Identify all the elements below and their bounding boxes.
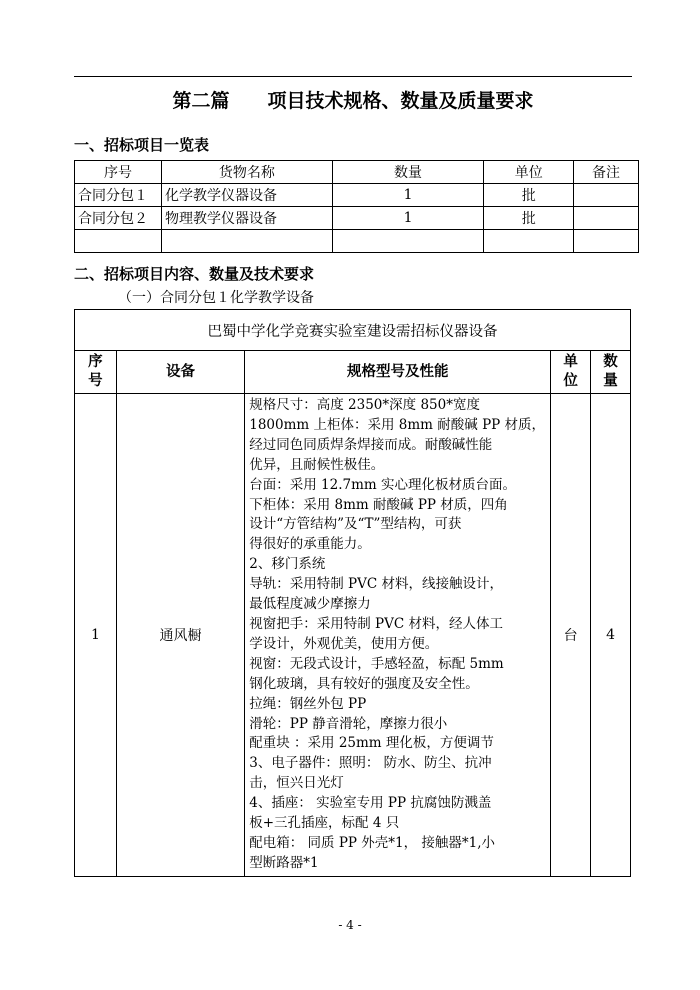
section1-heading: 一、招标项目一览表 <box>74 136 210 154</box>
table-header-row <box>75 351 631 394</box>
table-cell: 1 <box>332 207 484 230</box>
item-unit: 台 <box>551 394 591 877</box>
spec-line: 配电箱： 同质 PP 外壳*1， 接触器*1,小 <box>249 834 496 851</box>
part-label: 第二篇 <box>172 90 230 112</box>
spec-line: 经过同色同质焊条焊接而成。耐酸碱性能 <box>249 436 493 453</box>
table-row <box>75 184 639 207</box>
title-text: 项目技术规格、数量及质量要求 <box>267 90 534 112</box>
table-caption: 巴蜀中学化学竞赛实验室建设需招标仪器设备 <box>75 310 631 351</box>
table-cell <box>161 230 332 253</box>
table-header-row <box>75 161 639 184</box>
spec-line: 钢化玻璃，具有较好的强度及安全性。 <box>249 675 479 692</box>
spec-line: 滑轮：PP 静音滑轮，摩擦力很小 <box>249 715 448 732</box>
equipment-table <box>74 309 631 877</box>
spec-line: 板+三孔插座，标配 4 只 <box>249 815 400 832</box>
table-cell <box>75 230 162 253</box>
table-cell <box>332 230 484 253</box>
header-cell: 货物名称 <box>161 161 332 184</box>
table-cell: 合同分包２ <box>75 207 162 230</box>
spec-line: 拉绳：钢丝外包 PP <box>249 695 367 712</box>
table-cell <box>574 230 639 253</box>
header-cell: 备注 <box>574 161 639 184</box>
spec-line: 2、移门系统 <box>249 556 326 573</box>
section2-heading: 二、招标项目内容、数量及技术要求 <box>74 265 315 283</box>
item-device: 通风橱 <box>116 394 244 877</box>
spec-line: 型断路器*1 <box>249 854 319 871</box>
table-cell: 化学教学仪器设备 <box>161 184 332 207</box>
table-cell <box>574 184 639 207</box>
table-cell: 批 <box>484 207 574 230</box>
table-cell <box>484 230 574 253</box>
page-title <box>74 86 632 113</box>
spec-line: 台面：采用 12.7mm 实心理化板材质台面。 <box>249 476 516 493</box>
page-number: - 4 - <box>338 918 362 932</box>
header-cell: 单位 <box>484 161 574 184</box>
spec-line: 4、插座： 实验室专用 PP 抗腐蚀防溅盖 <box>249 795 492 812</box>
table-row <box>75 207 639 230</box>
spec-line: 导轨：采用特制 PVC 材料，线接触设计， <box>249 576 503 593</box>
spec-line: 视窗：无段式设计，手感轻盈，标配 5mm <box>249 655 504 672</box>
spec-line: 最低程度减少摩擦力 <box>249 596 371 613</box>
section2-subtitle: （一）合同分包１化学教学设备 <box>118 290 314 306</box>
item-no: 1 <box>75 394 117 877</box>
spec-line: 规格尺寸：高度 2350*深度 850*宽度 <box>249 397 480 413</box>
header-cell-no: 序 号 <box>75 351 117 394</box>
spec-line: 学设计，外观优美，使用方便。 <box>249 635 439 652</box>
table-row <box>75 394 631 877</box>
spec-line: 下柜体：采用 8mm 耐酸碱 PP 材质，四角 <box>249 496 508 513</box>
overview-table <box>74 160 639 253</box>
table-cell <box>574 207 639 230</box>
spec-line: 优异，且耐候性极佳。 <box>249 456 385 473</box>
table-cell: 合同分包１ <box>75 184 162 207</box>
header-cell-spec: 规格型号及性能 <box>245 351 551 394</box>
header-cell: 数量 <box>332 161 484 184</box>
table-cell: 1 <box>332 184 484 207</box>
spec-line: 3、电子器件：照明： 防水、防尘、抗冲 <box>249 755 492 772</box>
spec-line: 1800mm 上柜体：采用 8mm 耐酸碱 PP 材质， <box>249 416 546 433</box>
spec-line: 设计“方管结构”及“T”型结构，可获 <box>249 516 462 533</box>
spec-line: 视窗把手：采用特制 PVC 材料，经人体工 <box>249 615 503 632</box>
item-spec <box>245 394 551 877</box>
header-cell-qty: 数 量 <box>591 351 631 394</box>
item-qty: 4 <box>591 394 631 877</box>
table-row <box>75 230 639 253</box>
header-cell: 序号 <box>75 161 162 184</box>
table-cell: 批 <box>484 184 574 207</box>
spec-line: 得很好的承重能力。 <box>249 536 371 553</box>
table-cell: 物理教学仪器设备 <box>161 207 332 230</box>
spec-line: 击，恒兴日光灯 <box>249 775 344 792</box>
header-rule <box>74 76 632 77</box>
spec-line: 配重块 ：采用 25mm 理化板，方便调节 <box>249 735 494 752</box>
header-cell-unit: 单 位 <box>551 351 591 394</box>
header-cell-device: 设备 <box>116 351 244 394</box>
